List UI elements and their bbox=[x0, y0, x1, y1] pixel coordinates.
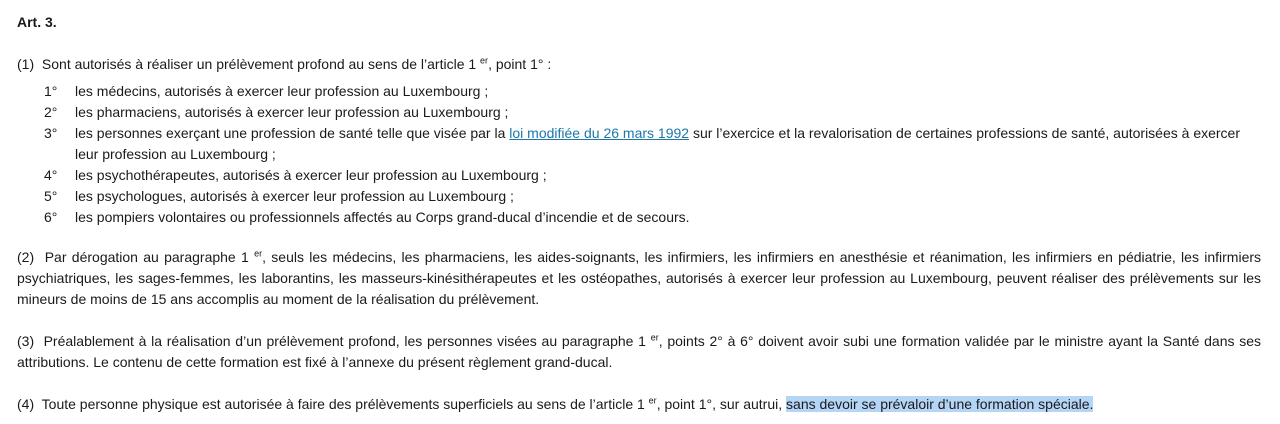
list-item-text: les psychothérapeutes, autorisés à exercer leur profession au Luxembourg ; bbox=[75, 167, 547, 183]
law-link[interactable]: loi modifiée du 26 mars 1992 bbox=[509, 125, 690, 141]
article-title: Art. 3. bbox=[17, 14, 57, 30]
list-item-number: 2° bbox=[44, 104, 58, 120]
paragraph-3-sup: er bbox=[650, 332, 659, 343]
list-item-number: 6° bbox=[44, 209, 58, 225]
list-item-text: les pharmaciens, autorisés à exercer leur profession au Luxembourg ; bbox=[75, 104, 509, 120]
list-item-text: les médecins, autorisés à exercer leur profession au Luxembourg ; bbox=[75, 83, 489, 99]
paragraph-1-label: (1) bbox=[17, 56, 35, 72]
paragraph-3-text-a: Préalablement à la réalisation d’un prélèvement profond, les personnes visées au paragraphe 1 bbox=[43, 333, 646, 349]
list-item-text-b: sur l’exercice et la revalorisation de certaines professions de santé, autorisées à exercer leur profession au Luxembourg ; bbox=[75, 125, 1241, 162]
paragraph-2-text-b: , seuls les médecins, les pharmaciens, les aides-soignants, les infirmiers, les infirmiers en anesthésie et réanimation, les infirmiers en pédiatrie, les infirmiers psychiatriques, les sages-femmes, les laborantins, les masseurs-kinésithérapeutes et les ostéopathes, autorisés à exercer leur profession au Luxembourg, peuvent réaliser des prélèvements sur les mineurs de moins de 15 ans accomplis au moment de la réalisation du prélèvement. bbox=[17, 249, 1262, 307]
paragraph-1-sup: er bbox=[480, 55, 489, 66]
list-item bbox=[44, 81, 1244, 102]
list-item-text: les pompiers volontaires ou professionnels affectés au Corps grand-ducal d’incendie et de secours. bbox=[75, 209, 690, 225]
paragraph-1-text-a: Sont autorisés à réaliser un prélèvement profond au sens de l’article 1 bbox=[41, 56, 477, 72]
paragraph-4-text-b: , point 1°, sur autrui, bbox=[656, 396, 787, 412]
paragraph-4-label: (4) bbox=[17, 396, 35, 412]
paragraph-4 bbox=[17, 394, 1261, 415]
list-item bbox=[44, 186, 1244, 207]
list-item bbox=[44, 165, 1244, 186]
list-item-number: 4° bbox=[44, 167, 58, 183]
list-item-text: les psychologues, autorisés à exercer leur profession au Luxembourg ; bbox=[75, 188, 514, 204]
list-item-text-a: les personnes exerçant une profession de santé telle que visée par la bbox=[75, 125, 510, 141]
list-item-number: 1° bbox=[44, 83, 58, 99]
list-item bbox=[44, 102, 1244, 123]
list-item bbox=[44, 207, 1244, 228]
paragraph-1 bbox=[17, 54, 1261, 75]
list-item bbox=[44, 123, 1244, 165]
paragraph-3 bbox=[17, 331, 1261, 373]
list-item-number: 5° bbox=[44, 188, 58, 204]
paragraph-2-sup: er bbox=[254, 248, 263, 259]
paragraph-1-text-b: , point 1° : bbox=[488, 56, 552, 72]
paragraph-1-list bbox=[44, 81, 1244, 228]
list-item-text bbox=[75, 123, 1244, 165]
paragraph-3-text-b: , points 2° à 6° doivent avoir subi une formation validée par le ministre ayant la Santé dans ses attributions. Le contenu de cette formation est fixé à l’annexe du présent règlement grand-ducal. bbox=[17, 333, 1261, 370]
list-item-number: 3° bbox=[44, 125, 58, 141]
paragraph-2-text-a: Par dérogation au paragraphe 1 bbox=[44, 249, 249, 265]
paragraph-4-text-a: Toute personne physique est autorisée à faire des prélèvements superficiels au sens de l’article 1 bbox=[41, 396, 645, 412]
paragraph-3-label: (3) bbox=[17, 333, 35, 349]
selected-text-highlight[interactable]: sans devoir se prévaloir d’une formation spéciale. bbox=[786, 396, 1094, 412]
paragraph-4-sup: er bbox=[648, 395, 657, 406]
paragraph-2-label: (2) bbox=[17, 249, 35, 265]
paragraph-2 bbox=[17, 247, 1261, 310]
